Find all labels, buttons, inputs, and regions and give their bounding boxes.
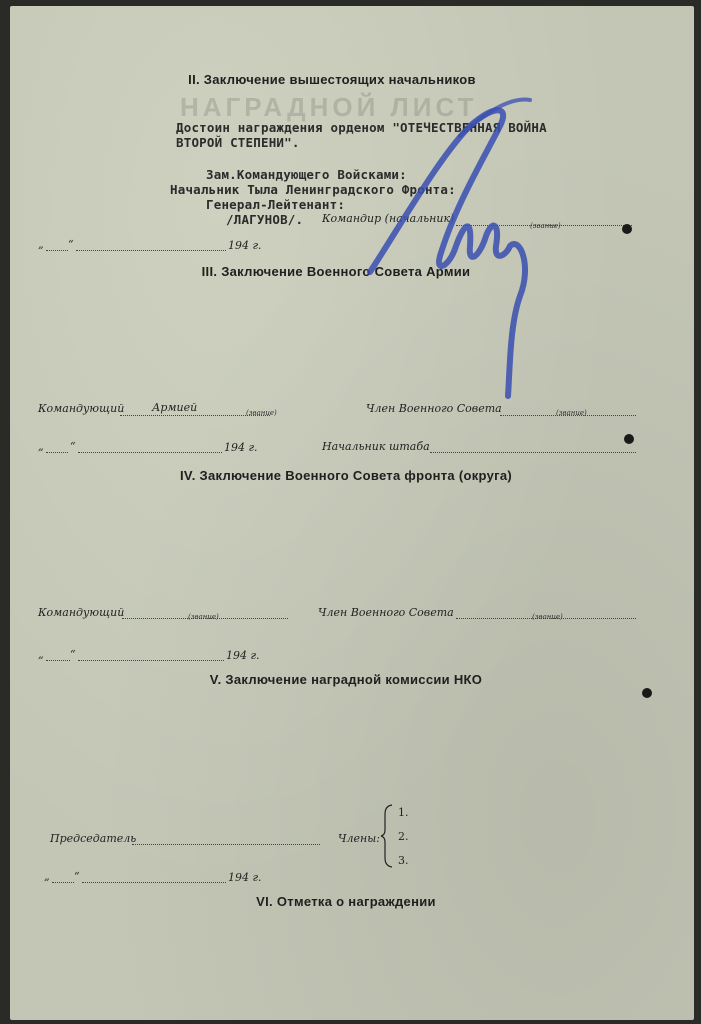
date-quote-close-4: “: [74, 870, 80, 883]
section-3-heading: III. Заключение Военного Совета Армии: [201, 264, 471, 279]
member-2: 2.: [398, 830, 409, 843]
front-commander-label: Командующий: [38, 606, 125, 619]
date-year-1: 194 г.: [228, 239, 262, 252]
date-year-2: 194 г.: [224, 441, 258, 454]
army-council-zvanie: (звание): [556, 409, 587, 417]
front-council-member-label: Член Военного Совета: [318, 606, 454, 619]
date-day-line-3: [46, 660, 70, 661]
date-year-4: 194 г.: [228, 871, 262, 884]
date-quote-3: „: [38, 648, 44, 661]
date-day-line-4: [52, 882, 74, 883]
ghost-header: НАГРАДНОЙ ЛИСТ: [180, 92, 478, 122]
chairman-line: [132, 844, 320, 845]
members-label: Члены:: [338, 832, 380, 845]
handwritten-signature: [360, 96, 560, 416]
punch-hole-2: [624, 434, 634, 444]
date-year-3: 194 г.: [226, 649, 260, 662]
front-council-zvanie: (звание): [532, 613, 563, 621]
commander-zvanie: (звание): [530, 222, 561, 230]
date-quote-close-1: “: [68, 238, 74, 251]
members-brace: [380, 804, 394, 868]
date-month-line-1: [76, 250, 226, 251]
date-day-line-2: [46, 452, 68, 453]
typed-line-3: Зам.Командующего Войсками:: [206, 167, 407, 182]
army-council-member-label: Член Военного Совета: [366, 402, 502, 415]
army-commander-zvanie: (звание): [246, 409, 277, 417]
section-4-heading: IV. Заключение Военного Совета фронта (округа): [180, 468, 512, 483]
chairman-label: Председатель: [50, 832, 137, 845]
section-6-heading: VI. Отметка о награждении: [256, 894, 436, 909]
chief-of-staff-label: Начальник штаба: [322, 440, 430, 453]
date-day-line-1: [46, 250, 68, 251]
member-1: 1.: [398, 806, 409, 819]
punch-hole-3: [642, 688, 652, 698]
date-month-line-2: [78, 452, 222, 453]
section-5-heading: V. Заключение наградной комиссии НКО: [209, 672, 483, 687]
date-quote-close-2: “: [70, 440, 76, 453]
front-commander-zvanie: (звание): [188, 613, 219, 621]
typed-line-2: ВТОРОЙ СТЕПЕНИ".: [176, 135, 300, 150]
date-month-line-4: [82, 882, 226, 883]
commander-label: Командир (начальник): [322, 212, 455, 225]
date-quote-2: „: [38, 440, 44, 453]
date-quote-close-3: “: [70, 648, 76, 661]
chief-of-staff-line: [430, 452, 636, 453]
date-quote-4: „: [44, 870, 50, 883]
typed-line-6: /ЛАГУНОВ/.: [226, 212, 304, 227]
army-word: Армией: [152, 401, 198, 414]
member-3: 3.: [398, 854, 409, 867]
document-sheet: [10, 6, 694, 1020]
typed-line-1: Достоин награждения орденом "ОТЕЧЕСТВЕННАЯ ВОЙНА: [176, 120, 547, 135]
army-commander-label: Командующий: [38, 402, 125, 415]
date-month-line-3: [78, 660, 224, 661]
typed-line-4: Начальник Тыла Ленинградского Фронта:: [170, 182, 456, 197]
section-2-heading: II. Заключение вышестоящих начальников: [188, 72, 476, 87]
typed-line-5: Генерал-Лейтенант:: [206, 197, 346, 212]
punch-hole-1: [622, 224, 632, 234]
date-quote-1: „: [38, 238, 44, 251]
